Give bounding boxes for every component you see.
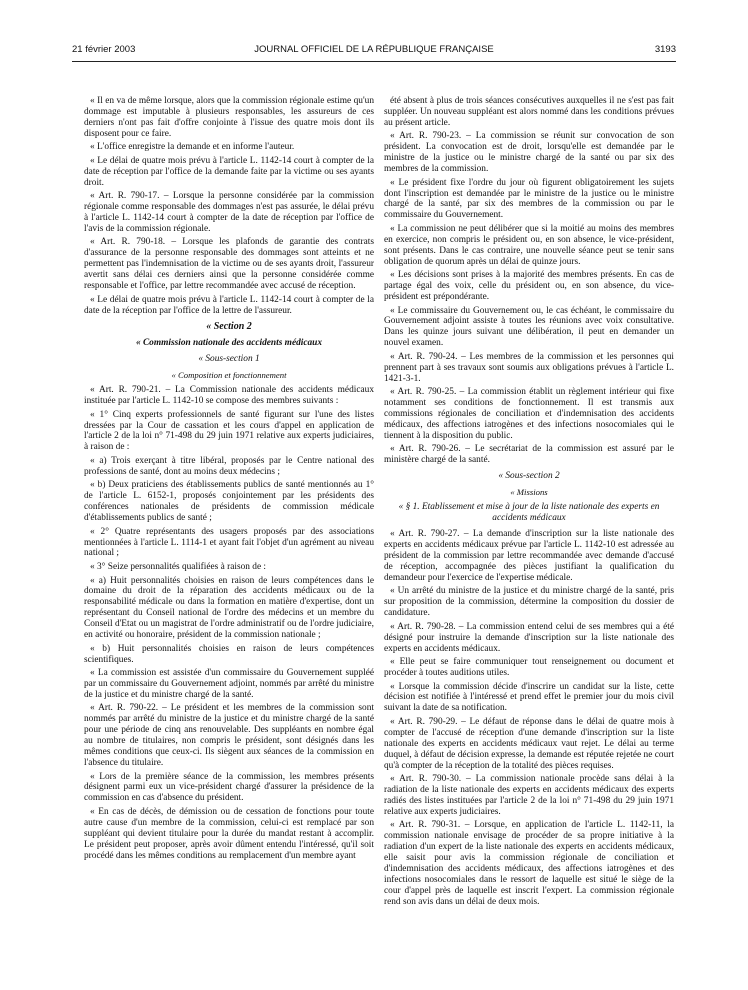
paragraph: « Art. R. 790-21. – La Commission nationale des accidents médicaux instituée par l'article L. 1142-10 se compose des membres suivants :	[84, 385, 374, 407]
paragraph: « Le délai de quatre mois prévu à l'article L. 1142-14 court à compter de la date de la réception par l'office de la lettre de l'assureur.	[84, 294, 374, 316]
paragraph: « Art. R. 790-17. – Lorsque la personne considérée par la commission régionale comme responsable des dommages n'est pas assurée, le délai prévu à l'article L. 1142-14 court à compter de la date de réception par l'office de l'avis de la commission régionale.	[84, 191, 374, 234]
subsection-title: « Missions	[510, 487, 548, 498]
paragraph: « La commission est assistée d'un commissaire du Gouvernement suppléé par un commissaire du Gouvernement adjoint, nommés par arrêté du ministre de la justice et du ministre chargé de la santé.	[84, 668, 374, 700]
subsection-heading: « Sous-section 1	[198, 354, 260, 365]
paragraph: « En cas de décès, de démission ou de cessation de fonctions pour toute autre cause d'un membre de la commission, celui-ci est remplacé par son suppléant qui devient titulaire pour la durée du mandat restant à accomplir. Le président peut proposer, après avoir dûment entendu l'intéressé, qu'il soit procédé dans les mêmes conditions au remplacement d'un membre ayant	[84, 806, 374, 861]
page-number: 3193	[654, 44, 676, 55]
paragraph: « Elle peut se faire communiquer tout renseignement ou document et procéder à toutes auditions utiles.	[384, 657, 674, 679]
paragraph: « 1° Cinq experts professionnels de santé figurant sur l'une des listes dressées par la Cour de cassation et les cours d'appel en application de l'article 2 de la loi n° 71-498 du 29 juin 1971 relative aux experts judiciaires, à raison de :	[84, 409, 374, 453]
paragraph: « Lorsque la commission décide d'inscrire un candidat sur la liste, cette décision est notifiée à l'intéressé et prend effet le premier jour du mois civil suivant la date de sa notification.	[384, 681, 674, 714]
section-title: « Commission nationale des accidents médicaux	[135, 338, 323, 349]
paragraph: « 3° Seize personnalités qualifiées à raison de :	[90, 561, 267, 572]
paragraph: « Les décisions sont prises à la majorité des membres présents. En cas de partage égal des voix, celle du président ou, en son absence, du vice-président est prépondérante.	[384, 270, 674, 303]
paragraph: « Art. R. 790-29. – Le défaut de réponse dans le délai de quatre mois à compter de l'accusé de réception d'une demande d'inscription sur la liste nationale des experts en accidents médicaux vaut rejet. Le délai au terme duquel, à défaut de décision expresse, la demande est réputée rejetée ne court qu'à compter de la réception de la totalité des pièces requises.	[384, 716, 674, 771]
paragraph: « Le commissaire du Gouvernement ou, le cas échéant, le commissaire du Gouvernement adjoint assiste à toutes les réunions avec voix consultative. Dans les quinze jours suivant une délibération, il peut en demander un nouvel examen.	[384, 305, 674, 349]
header-rule	[72, 61, 676, 62]
paragraph: « Art. R. 790-26. – Le secrétariat de la commission est assuré par le ministère chargé de la santé.	[384, 444, 674, 466]
paragraph: « Art. R. 790-30. – La commission nationale procède sans délai à la radiation de la liste nationale des experts en accidents médicaux des experts radiés des listes instituées par l'article 2 de la loi n° 71-498 du 29 juin 1971 relative aux experts judiciaires.	[384, 774, 674, 817]
paragraph: « Art. R. 790-18. – Lorsque les plafonds de garantie des contrats d'assurance de la personne responsable des dommages sont atteints et ne permettent pas l'indemnisation de la victime ou de ses ayants droit, l'assureur avertit sans délai ces derniers ainsi que la personne considérée comme responsable et l'office, par lettre recommandée avec accusé de réception.	[84, 237, 374, 292]
paragraph: « Art. R. 790-22. – Le président et les membres de la commission sont nommés par arrêté du ministre de la justice et du ministre chargé de la santé pour une période de cinq ans renouvelable. Des suppléants en nombre égal au nombre de titulaires, non compris le président, sont désignés dans les mêmes conditions que ceux-ci. Ils siègent aux séances de la commission en l'absence du titulaire.	[84, 703, 374, 769]
paragraph: « Il en va de même lorsque, alors que la commission régionale estime qu'un dommage est imputable à plusieurs responsables, les assureurs de ces derniers n'ont pas fait d'offre conjointe à l'issue des quatre mois dont ils disposent pour ce faire.	[84, 96, 374, 139]
paragraph: « a) Trois exerçant à titre libéral, proposés par le Centre national des professions de santé, dont au moins deux médecins ;	[84, 455, 374, 477]
issue-date: 21 février 2003	[72, 44, 136, 55]
page-header	[72, 44, 676, 60]
paragraph: « L'office enregistre la demande et en informe l'auteur.	[90, 142, 295, 153]
paragraph: « Le délai de quatre mois prévu à l'article L. 1142-14 court à compter de la date de réception par l'office de la demande faite par la victime ou ses ayants droit.	[84, 155, 374, 188]
paragraph: « La commission ne peut délibérer que si la moitié au moins des membres en exercice, non compris le président ou, en son absence, le vice-président, sont présents. Dans le cas contraire, une nouvelle séance peut se tenir sans obligation de quorum après un délai de quinze jours.	[384, 223, 674, 267]
paragraph: « Un arrêté du ministre de la justice et du ministre chargé de la santé, pris sur proposition de la commission, détermine la composition du dossier de candidature.	[384, 586, 674, 619]
subsection-title: « Composition et fonctionnement	[171, 370, 287, 381]
paragraph: « Art. R. 790-28. – La commission entend celui de ses membres qui a été désigné pour instruire la demande d'inscription sur la liste nationale des experts en accidents médicaux.	[384, 621, 674, 654]
paragraph: « a) Huit personnalités choisies en raison de leurs compétences dans le domaine du droit de la réparation des accidents médicaux ou de la responsabilité médicale ou dans la formation en matière d'expertise, dont un représentant du Conseil national de l'ordre des médecins et un membre du Conseil d'Etat ou un magistrat de l'ordre administratif ou de l'ordre judiciaire, en activité ou honoraire, président de la commission nationale ;	[84, 575, 374, 641]
section-heading: « Section 2	[206, 321, 252, 333]
subsection-heading: « Sous-section 2	[498, 471, 560, 482]
paragraph: « b) Huit personnalités choisies en raison de leurs compétences scientifiques.	[84, 643, 374, 665]
paragraph: « 2° Quatre représentants des usagers proposés par des associations mentionnées à l'article L. 1114-1 et ayant fait l'objet d'un agrément au niveau national ;	[84, 526, 374, 559]
right-column	[384, 96, 674, 964]
paragraph: « Art. R. 790-23. – La commission se réunit sur convocation de son président. La convocation est de droit, lorsqu'elle est demandée par le ministre de la justice ou le ministre chargé de la santé ou par six des membres de la commission.	[384, 131, 674, 175]
paragraph: « Le président fixe l'ordre du jour où figurent obligatoirement les sujets dont l'inscription est demandée par le ministre de la justice ou le ministre chargé de la santé, par six des membres de la commission ou par le commissaire du Gouvernement.	[384, 177, 674, 221]
journal-title: JOURNAL OFFICIEL DE LA RÉPUBLIQUE FRANÇAISE	[254, 44, 494, 55]
paragraph-heading: « § 1. Etablissement et mise à jour de la liste nationale des experts en accidents médicaux	[398, 502, 660, 524]
paragraph: « Art. R. 790-24. – Les membres de la commission et les personnes qui prennent part à ses travaux sont soumis aux obligations prévues à l'article L. 1421-3-1.	[384, 351, 674, 384]
paragraph: « Art. R. 790-27. – La demande d'inscription sur la liste nationale des experts en accidents médicaux prévue par l'article L. 1142-10 est adressée au président de la commission par lettre recommandée avec demande d'accusé de réception, accompagnée des pièces justifiant la qualification du demandeur pour l'exercice de l'expertise médicale.	[384, 529, 674, 583]
paragraph: « Art. R. 790-25. – La commission établit un règlement intérieur qui fixe notamment ses conditions de fonctionnement. Il est transmis aux commissions régionales de conciliation et d'indemnisation des accidents médicaux, des affections iatrogènes et des infections nosocomiales qui le tiennent à la disposition du public.	[384, 387, 674, 441]
paragraph: « Lors de la première séance de la commission, les membres présents désignent parmi eux un vice-président chargé d'assurer la présidence de la commission en cas d'absence du président.	[84, 771, 374, 804]
paragraph: « Art. R. 790-31. – Lorsque, en application de l'article L. 1142-11, la commission nationale envisage de procéder de sa propre initiative à la radiation d'un expert de la liste nationale des experts en accidents médicaux, elle saisit pour avis la commission régionale de conciliation et d'indemnisation des accidents médicaux, des affections iatrogènes et des infections nosocomiales dans le ressort de laquelle est situé le siège de la cour d'appel près de laquelle est inscrit l'expert. La commission régionale rend son avis dans un délai de deux mois.	[384, 820, 674, 907]
paragraph: « b) Deux praticiens des établissements publics de santé mentionnés au 1° de l'article L. 6152-1, proposés conjointement par les présidents des conférences nationales de présidents de commission médicale d'établissements publics de santé ;	[84, 480, 374, 524]
paragraph: été absent à plus de trois séances consécutives auxquelles il ne s'est pas fait suppléer. Un nouveau suppléant est alors nommé dans les conditions prévues au présent article.	[384, 96, 674, 128]
left-column	[84, 96, 374, 964]
